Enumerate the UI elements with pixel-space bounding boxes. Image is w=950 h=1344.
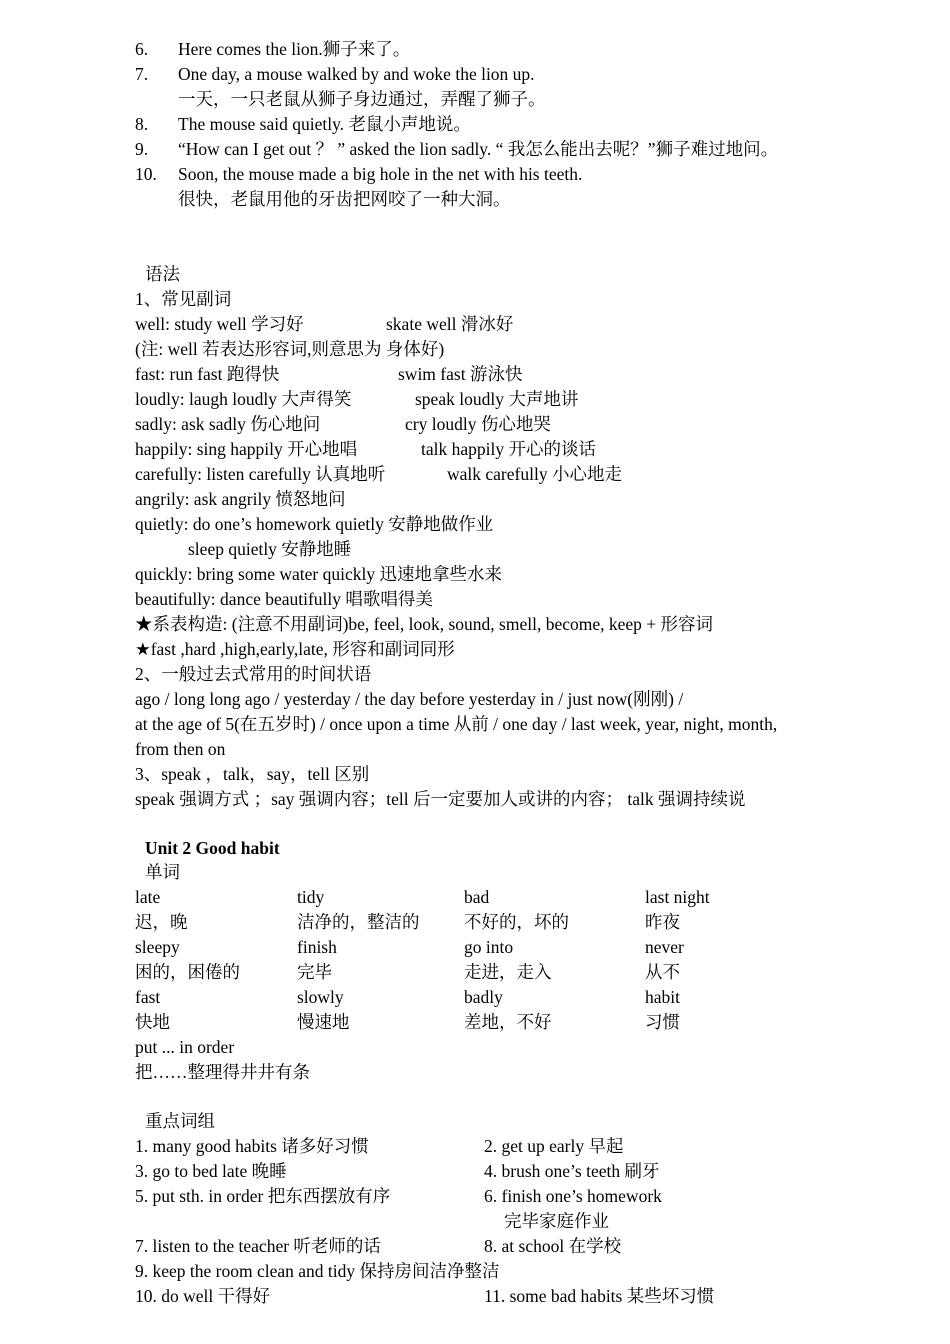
- vocab-heading: 单词: [145, 862, 180, 882]
- grammar-heading: 语法: [145, 264, 180, 284]
- phrase-item: 7. listen to the teacher 听老师的话: [135, 1236, 381, 1256]
- adverb-row-quietly: quietly: do one’s homework quietly 安静地做作业: [135, 514, 494, 534]
- adverb-row-happily-b: talk happily 开心的谈话: [421, 439, 596, 459]
- sentence-text: Soon, the mouse made a big hole in the net with his teeth.: [178, 164, 583, 184]
- sentence-number: 10.: [135, 164, 157, 184]
- vocab-cell: badly: [464, 987, 503, 1007]
- vocab-cell: 走进，走入: [464, 962, 552, 982]
- vocab-cell: 迟，晚: [135, 912, 188, 932]
- vocab-cell: 困的，困倦的: [135, 962, 240, 982]
- sentence-number: 7.: [135, 64, 149, 84]
- vocab-cell: 习惯: [645, 1012, 680, 1032]
- vocab-cell: bad: [464, 887, 490, 907]
- grammar-section-1-title: 1、常见副词: [135, 289, 232, 309]
- vocab-cell: 不好的，坏的: [464, 912, 569, 932]
- sentence-translation: 很快，老鼠用他的牙齿把网咬了一种大洞。: [178, 189, 511, 209]
- adverb-row-quickly: quickly: bring some water quickly 迅速地拿些水来: [135, 564, 502, 584]
- time-adverbials-line-1: ago / long long ago / yesterday / the day before yesterday in / just now(刚刚) /: [135, 689, 684, 709]
- sentence-number: 8.: [135, 114, 149, 134]
- vocab-cell: tidy: [297, 887, 325, 907]
- phrase-item: 2. get up early 早起: [484, 1136, 624, 1156]
- adverb-row-carefully: carefully: listen carefully 认真地听: [135, 464, 386, 484]
- adverb-row-carefully-b: walk carefully 小心地走: [447, 464, 622, 484]
- sentence-text: Here comes the lion.狮子来了。: [178, 39, 411, 59]
- adverb-row-loudly: loudly: laugh loudly 大声得笑: [135, 389, 352, 409]
- vocab-cell: 洁净的，整洁的: [297, 912, 420, 932]
- vocab-cell: last night: [645, 887, 710, 907]
- adverb-row-loudly-b: speak loudly 大声地讲: [415, 389, 579, 409]
- phrase-item: 9. keep the room clean and tidy 保持房间洁净整洁: [135, 1261, 500, 1281]
- sentence-number: 6.: [135, 39, 149, 59]
- vocab-cell: late: [135, 887, 161, 907]
- adverb-row-fast-b: swim fast 游泳快: [398, 364, 523, 384]
- vocab-cell: 昨夜: [645, 912, 680, 932]
- phrase-item-translation: 完毕家庭作业: [504, 1211, 609, 1231]
- phrase-item: 4. brush one’s teeth 刷牙: [484, 1161, 660, 1181]
- time-adverbials-line-2: at the age of 5(在五岁时) / once upon a time 从前 / one day / last week, year, night, month,: [135, 714, 778, 734]
- adverb-row-well: well: study well 学习好: [135, 314, 304, 334]
- sentence-number: 9.: [135, 139, 149, 159]
- adverb-note-well: (注: well 若表达形容词,则意思为 身体好): [135, 339, 445, 359]
- vocab-put-in-order-zh: 把……整理得井井有条: [135, 1062, 310, 1082]
- time-adverbials-line-3: from then on: [135, 739, 226, 759]
- sentence-text: The mouse said quietly. 老鼠小声地说。: [178, 114, 471, 134]
- adverb-row-quietly-extra: sleep quietly 安静地睡: [188, 539, 352, 559]
- sentence-text: One day, a mouse walked by and woke the lion up.: [178, 64, 535, 84]
- vocab-cell: sleepy: [135, 937, 180, 957]
- unit-2-title: Unit 2 Good habit: [145, 838, 280, 858]
- adverb-row-sadly: sadly: ask sadly 伤心地问: [135, 414, 321, 434]
- phrase-item: 5. put sth. in order 把东西摆放有序: [135, 1186, 391, 1206]
- grammar-section-3-body: speak 强调方式 ；say 强调内容；tell 后一定要加人或讲的内容； talk 强调持续说: [135, 789, 746, 809]
- vocab-cell: never: [645, 937, 684, 957]
- note-same-form: ★fast ,hard ,high,early,late, 形容和副词同形: [135, 639, 455, 659]
- adverb-row-beautifully: beautifully: dance beautifully 唱歌唱得美: [135, 589, 433, 609]
- vocab-cell: finish: [297, 937, 337, 957]
- vocab-cell: 慢速地: [297, 1012, 350, 1032]
- phrase-item: 10. do well 干得好: [135, 1286, 271, 1306]
- adverb-row-fast: fast: run fast 跑得快: [135, 364, 280, 384]
- vocab-cell: 快地: [135, 1012, 170, 1032]
- phrase-item: 3. go to bed late 晚睡: [135, 1161, 287, 1181]
- grammar-section-2-title: 2、一般过去式常用的时间状语: [135, 664, 372, 684]
- adverb-row-sadly-b: cry loudly 伤心地哭: [405, 414, 551, 434]
- vocab-cell: fast: [135, 987, 161, 1007]
- vocab-cell: 从不: [645, 962, 680, 982]
- adverb-row-angrily: angrily: ask angrily 愤怒地问: [135, 489, 346, 509]
- grammar-section-3-title: 3、speak ，talk，say，tell 区别: [135, 764, 370, 784]
- vocab-cell: slowly: [297, 987, 344, 1007]
- phrase-item: 1. many good habits 诸多好习惯: [135, 1136, 369, 1156]
- vocab-cell: 完毕: [297, 962, 332, 982]
- sentence-text: “How can I get out ？ ” asked the lion sadly. “ 我怎么能出去呢？”狮子难过地问。: [178, 139, 779, 159]
- vocab-put-in-order: put ... in order: [135, 1037, 235, 1057]
- vocab-cell: go into: [464, 937, 514, 957]
- adverb-row-happily: happily: sing happily 开心地唱: [135, 439, 358, 459]
- phrase-item: 6. finish one’s homework: [484, 1186, 662, 1206]
- sentence-translation: 一天，一只老鼠从狮子身边通过，弄醒了狮子。: [178, 89, 546, 109]
- phrase-item: 8. at school 在学校: [484, 1236, 622, 1256]
- adverb-row-well-b: skate well 滑冰好: [386, 314, 514, 334]
- note-linking-verbs: ★系表构造: (注意不用副词)be, feel, look, sound, smell, become, keep + 形容词: [135, 614, 714, 634]
- phrases-heading: 重点词组: [145, 1111, 215, 1131]
- phrase-item: 11. some bad habits 某些坏习惯: [484, 1286, 715, 1306]
- vocab-cell: habit: [645, 987, 680, 1007]
- vocab-cell: 差地，不好: [464, 1012, 552, 1032]
